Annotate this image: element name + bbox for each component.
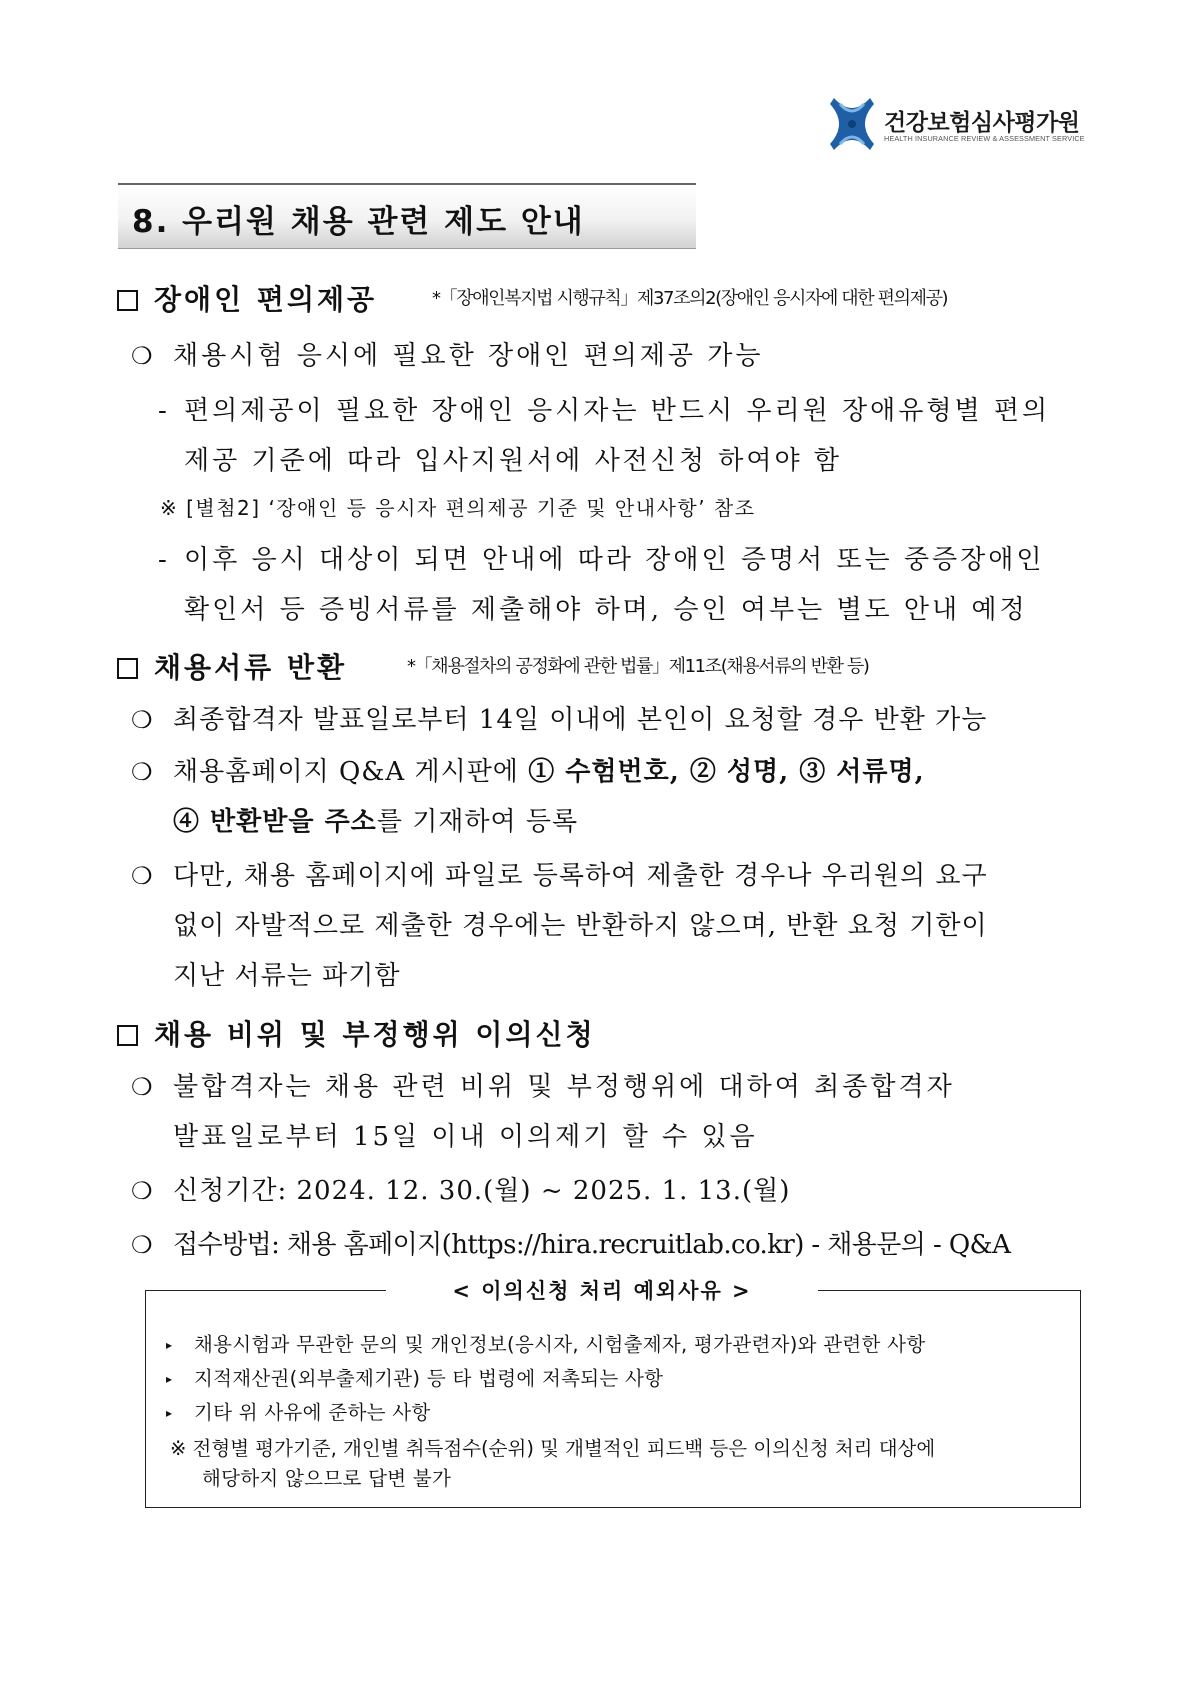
disability-sub-2-cont: 확인서 등 증빙서류를 제출해야 하며, 승인 여부는 별도 안내 예정 — [184, 595, 1028, 625]
documents-return-item-3-cont: 없이 자발적으로 제출한 경우에는 반환하지 않으며, 반환 요청 기한이 — [173, 911, 988, 941]
checkbox-square-icon — [117, 1025, 138, 1046]
disability-item-1: ❍ 채용시험 응시에 필요한 장애인 편의제공 가능 — [131, 341, 764, 371]
objection-period: ❍ 신청기간: 2024. 12. 30.(월) ~ 2025. 1. 13.(월) — [131, 1176, 791, 1206]
objection-item-1-cont: 발표일로부터 15일 이내 이의제기 할 수 있음 — [173, 1122, 758, 1152]
documents-return-item-2-cont: ④ 반환받을 주소를 기재하여 등록 — [173, 807, 579, 837]
documents-return-item-1: ❍ 최종합격자 발표일로부터 14일 이내에 본인이 요청할 경우 반환 가능 — [131, 705, 988, 735]
circle-bullet-icon: ❍ — [131, 862, 154, 890]
disability-sub-2: - 이후 응시 대상이 되면 안내에 따라 장애인 증명서 또는 중증장애인 — [158, 545, 1045, 575]
objection-item-1: ❍ 불합격자는 채용 관련 비위 및 부정행위에 대하여 최종합격자 — [131, 1072, 955, 1102]
disability-sub-1-cont: 제공 기준에 따라 입사지원서에 사전신청 하여야 함 — [184, 446, 843, 476]
disability-sub-1: - 편의제공이 필요한 장애인 응시자는 반드시 우리원 장애유형별 편의 — [158, 396, 1051, 426]
documents-return-item-2: ❍ 채용홈페이지 Q&A 게시판에 ① 수험번호, ② 성명, ③ 서류명, — [131, 757, 925, 787]
circle-bullet-icon: ❍ — [131, 706, 154, 734]
dash-bullet: - — [158, 396, 170, 426]
exceptions-title: < 이의신청 처리 예외사유 > — [386, 1275, 818, 1305]
exceptions-note: ※ 전형별 평가기준, 개인별 취득점수(순위) 및 개별적인 피드백 등은 이의신청 처리 대상에 — [170, 1437, 936, 1460]
org-name: 건강보험심사평가원 — [884, 110, 1080, 136]
triangle-bullet-icon: ▸ — [166, 1372, 173, 1386]
objection-method: ❍ 접수방법: 채용 홈페이지(https://hira.recruitlab.co.kr) - 채용문의 - Q&A — [131, 1230, 1011, 1260]
documents-return-item-3: ❍ 다만, 채용 홈페이지에 파일로 등록하여 제출한 경우나 우리원의 요구 — [131, 861, 988, 891]
exceptions-item-2: ▸ 지적재산권(외부출제기관) 등 타 법령에 저촉되는 사항 — [166, 1367, 664, 1390]
org-logo-mark-icon — [830, 96, 874, 152]
heading-disability: 장애인 편의제공 — [117, 278, 377, 318]
circle-bullet-icon: ❍ — [131, 342, 156, 370]
circle-bullet-icon: ❍ — [131, 758, 154, 786]
circle-bullet-icon: ❍ — [131, 1177, 154, 1205]
exceptions-note-cont: 해당하지 않으므로 답변 불가 — [202, 1467, 452, 1490]
triangle-bullet-icon: ▸ — [166, 1338, 173, 1352]
heading-objection: 채용 비위 및 부정행위 이의신청 — [117, 1013, 596, 1053]
heading-documents-return: 채용서류 반환 — [117, 646, 347, 686]
checkbox-square-icon — [117, 658, 138, 679]
documents-return-item-3-cont2: 지난 서류는 파기함 — [173, 961, 401, 991]
circle-bullet-icon: ❍ — [131, 1231, 152, 1259]
triangle-bullet-icon: ▸ — [166, 1406, 173, 1420]
checkbox-square-icon — [117, 290, 138, 311]
exceptions-item-1: ▸ 채용시험과 무관한 문의 및 개인정보(응시자, 시험출제자, 평가관련자)와 관련한 사항 — [166, 1333, 926, 1356]
exceptions-box — [145, 1279, 1081, 1508]
disability-reference: *「장애인복지법 시행규칙」제37조의2(장애인 응시자에 대한 편의제공) — [432, 288, 948, 309]
org-logo — [830, 94, 1085, 154]
disability-note: ※ [별첨2] ‘장애인 등 응시자 편의제공 기준 및 안내사항’ 참조 — [160, 496, 756, 520]
section-title: 8. 우리원 채용 관련 제도 안내 — [132, 204, 585, 240]
circle-bullet-icon: ❍ — [131, 1073, 156, 1101]
dash-bullet: - — [158, 545, 170, 575]
section-title-bar — [118, 183, 696, 249]
exceptions-item-3: ▸ 기타 위 사유에 준하는 사항 — [166, 1401, 431, 1424]
org-name-en: HEALTH INSURANCE REVIEW & ASSESSMENT SERVICE — [884, 134, 1085, 143]
documents-return-reference: *「채용절차의 공정화에 관한 법률」제11조(채용서류의 반환 등) — [407, 656, 869, 677]
